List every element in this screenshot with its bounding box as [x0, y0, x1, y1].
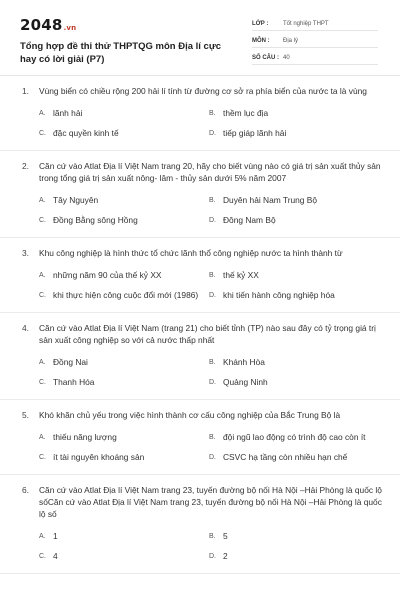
answer-option[interactable]	[209, 285, 382, 305]
option-letter: D.	[209, 378, 216, 386]
question-item	[0, 475, 400, 574]
option-letter: D.	[209, 453, 216, 461]
option-text: tiếp giáp lãnh hải	[223, 127, 287, 138]
option-text: Đông Nam Bộ	[223, 214, 276, 225]
question-item	[0, 238, 400, 313]
option-letter: D.	[209, 552, 216, 560]
question-number: 1.	[22, 86, 29, 96]
answer-option[interactable]	[209, 447, 382, 467]
option-letter: C.	[39, 552, 46, 560]
answer-option[interactable]	[209, 526, 382, 546]
meta-value: Tốt nghiệp THPT	[283, 21, 329, 27]
option-letter: C.	[39, 216, 46, 224]
option-text: 1	[53, 530, 58, 541]
question-text-row	[22, 247, 382, 259]
option-letter: D.	[209, 129, 216, 137]
question-number: 5.	[22, 410, 29, 420]
option-text: thế kỷ XX	[223, 269, 259, 280]
answer-option[interactable]	[39, 210, 209, 230]
option-letter: A.	[39, 109, 46, 117]
option-text: đặc quyền kinh tế	[53, 127, 119, 138]
answer-option[interactable]	[209, 265, 382, 285]
option-text: Quảng Ninh	[223, 376, 268, 387]
answer-option[interactable]	[39, 546, 209, 566]
answer-options	[22, 526, 382, 566]
option-text: ít tài nguyên khoáng sản	[53, 451, 145, 462]
answer-options	[22, 427, 382, 467]
option-text: Tây Nguyên	[53, 194, 99, 205]
question-text-row	[22, 409, 382, 421]
option-text: khi tiến hành công nghiệp hóa	[223, 289, 335, 300]
answer-options	[22, 190, 382, 230]
question-text: Khó khăn chủ yếu trong việc hình thành cơ cấu công nghiệp của Bắc Trung Bộ là	[39, 410, 341, 420]
option-text: 4	[53, 550, 58, 561]
option-text: Đồng Nai	[53, 356, 88, 367]
answer-option[interactable]	[39, 526, 209, 546]
option-text: 5	[223, 530, 228, 541]
question-item	[0, 400, 400, 475]
question-text: Căn cứ vào Atlat Địa lí Việt Nam trang 20, hãy cho biết vùng nào có giá trị sản xuất thủy sản trong tổng giá trị sản xuất nông- lâm - thủy sản dưới 5% năm 2007	[39, 161, 381, 183]
page-header	[0, 0, 400, 76]
option-letter: B.	[209, 433, 216, 441]
logo-suffix: .vn	[63, 24, 77, 32]
answer-option[interactable]	[39, 265, 209, 285]
answer-option[interactable]	[39, 352, 209, 372]
option-text: CSVC hạ tầng còn nhiều hạn chế	[223, 451, 348, 462]
option-letter: C.	[39, 129, 46, 137]
answer-options	[22, 265, 382, 305]
answer-options	[22, 352, 382, 392]
option-letter: B.	[209, 358, 216, 366]
option-letter: D.	[209, 291, 216, 299]
meta-label: LỚP :	[252, 21, 269, 27]
question-text-row	[22, 484, 382, 520]
answer-option[interactable]	[209, 546, 382, 566]
option-letter: A.	[39, 196, 46, 204]
logo-text: 2048	[20, 16, 63, 34]
option-letter: D.	[209, 216, 216, 224]
question-text: Khu công nghiệp là hình thức tổ chức lãnh thổ công nghiệp nước ta hình thành từ	[39, 248, 343, 258]
question-text: Căn cứ vào Atlat Địa lí Việt Nam trang 23, tuyến đường bộ nối Hà Nội –Hải Phòng là quốc lộ sốCăn cứ vào Atlat Địa lí Việt Nam trang 23, tuyến đường bộ nối Hà Nội –Hải Phòng là quốc lộ số	[39, 485, 382, 519]
option-letter: B.	[209, 532, 216, 540]
option-letter: C.	[39, 453, 46, 461]
answer-option[interactable]	[39, 103, 209, 123]
answer-option[interactable]	[209, 372, 382, 392]
option-text: khi thực hiện công cuộc đổi mới (1986)	[53, 289, 199, 300]
option-letter: B.	[209, 109, 216, 117]
meta-row-class	[252, 16, 378, 31]
answer-option[interactable]	[209, 427, 382, 447]
answer-option[interactable]	[39, 123, 209, 143]
question-number: 2.	[22, 161, 29, 171]
option-letter: A.	[39, 532, 46, 540]
answer-option[interactable]	[209, 352, 382, 372]
option-text: Duyên hải Nam Trung Bộ	[223, 194, 318, 205]
answer-options	[22, 103, 382, 143]
option-letter: C.	[39, 378, 46, 386]
meta-row-count	[252, 50, 378, 65]
question-item	[0, 76, 400, 151]
question-text-row	[22, 85, 382, 97]
meta-value: Địa lý	[283, 38, 299, 44]
option-letter: C.	[39, 291, 46, 299]
answer-option[interactable]	[209, 190, 382, 210]
option-text: thiếu năng lượng	[53, 431, 117, 442]
option-letter: A.	[39, 358, 46, 366]
document-title: Tổng hợp đề thi thử THPTQG môn Địa lí cực hay có lời giải (P7)	[20, 41, 222, 65]
option-text: những năm 90 của thế kỷ XX	[53, 269, 162, 280]
question-text-row	[22, 160, 382, 184]
answer-option[interactable]	[39, 372, 209, 392]
question-text: Căn cứ vào Atlat Địa lí Việt Nam (trang 21) cho biết tỉnh (TP) nào sau đây có tỷ trọng giá trị sản xuất công nghiệp so với cả nước thấp nhất	[39, 323, 376, 345]
answer-option[interactable]	[39, 447, 209, 467]
option-text: đội ngũ lao động có trình độ cao còn ít	[223, 431, 366, 442]
option-text: thềm lục địa	[223, 107, 269, 118]
option-letter: B.	[209, 196, 216, 204]
answer-option[interactable]	[39, 285, 209, 305]
option-letter: B.	[209, 271, 216, 279]
option-letter: A.	[39, 433, 46, 441]
option-text: lãnh hải	[53, 107, 83, 118]
meta-value: 40	[283, 55, 290, 61]
question-text-row	[22, 322, 382, 346]
option-letter: A.	[39, 271, 46, 279]
option-text: 2	[223, 550, 228, 561]
answer-option[interactable]	[39, 427, 209, 447]
meta-label: MÔN :	[252, 38, 270, 44]
question-number: 4.	[22, 323, 29, 333]
question-number: 6.	[22, 485, 29, 495]
option-text: Đồng Bằng sông Hồng	[53, 214, 138, 225]
meta-row-subject	[252, 33, 378, 48]
answer-option[interactable]	[209, 210, 382, 230]
question-number: 3.	[22, 248, 29, 258]
answer-option[interactable]	[39, 190, 209, 210]
question-item	[0, 151, 400, 238]
question-text: Vùng biển có chiều rộng 200 hải lí tính từ đường cơ sở ra phía biển của nước ta là vùng	[39, 86, 367, 96]
question-item	[0, 313, 400, 400]
option-text: Thanh Hóa	[53, 376, 95, 387]
answer-option[interactable]	[209, 103, 382, 123]
option-text: Khánh Hòa	[223, 356, 265, 367]
answer-option[interactable]	[209, 123, 382, 143]
question-list	[0, 76, 400, 574]
document-meta	[252, 16, 378, 67]
meta-label: SỐ CÂU :	[252, 55, 279, 61]
